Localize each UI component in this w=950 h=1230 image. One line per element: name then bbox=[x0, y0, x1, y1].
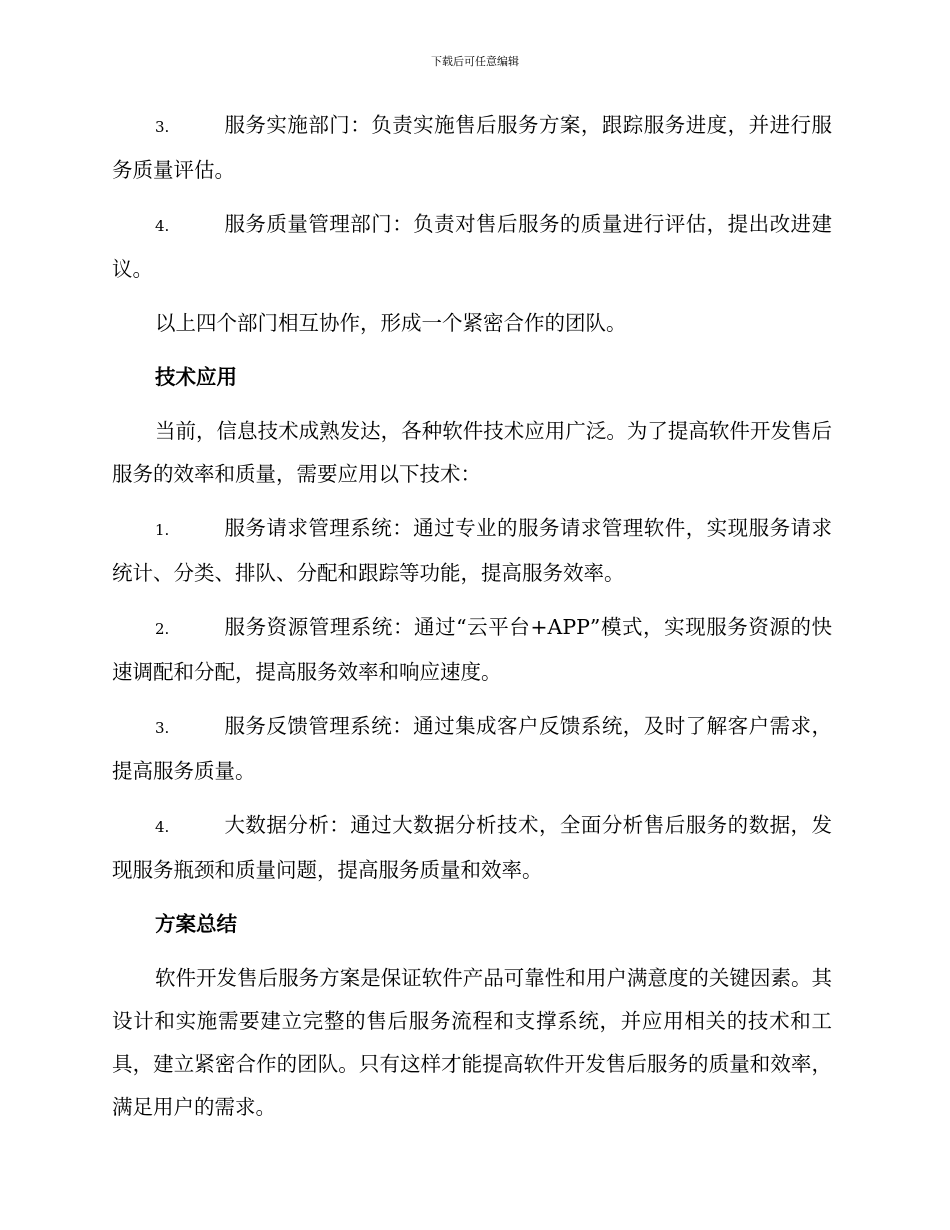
list-number: 4. bbox=[155, 217, 170, 235]
list-number: 1. bbox=[155, 521, 170, 539]
list-number: 4. bbox=[155, 818, 170, 836]
list-number: 3. bbox=[155, 719, 170, 737]
list-item-text: 大数据分析：通过大数据分析技术，全面分析售后服务的数据，发现服务瓶颈和质量问题，提高服务质量和效率。 bbox=[112, 813, 832, 882]
section-heading-summary: 方案总结 bbox=[155, 912, 237, 936]
list-item-text: 服务资源管理系统：通过“云平台+APP”模式，实现服务资源的快速调配和分配，提高服务效率和响应速度。 bbox=[112, 615, 832, 684]
paragraph: 当前，信息技术成熟发达，各种软件技术应用广泛。为了提高软件开发售后服务的效率和质量，需要应用以下技术： bbox=[112, 419, 832, 486]
document-body bbox=[112, 104, 832, 1140]
list-item bbox=[112, 606, 832, 694]
list-number: 3. bbox=[155, 118, 170, 136]
list-number: 2. bbox=[155, 620, 170, 638]
list-item bbox=[112, 104, 832, 192]
page-header: 下载后可任意编辑 bbox=[431, 55, 519, 68]
list-item-text: 服务实施部门：负责实施售后服务方案，跟踪服务进度，并进行服务质量评估。 bbox=[112, 113, 832, 182]
list-item-text: 服务质量管理部门：负责对售后服务的质量进行评估，提出改进建议。 bbox=[112, 212, 832, 281]
list-item-text: 服务反馈管理系统：通过集成客户反馈系统，及时了解客户需求，提高服务质量。 bbox=[112, 714, 832, 783]
list-item bbox=[112, 804, 832, 892]
list-item bbox=[112, 507, 832, 595]
list-item bbox=[112, 705, 832, 793]
paragraph: 软件开发售后服务方案是保证软件产品可靠性和用户满意度的关键因素。其设计和实施需要建立完整的售后服务流程和支撑系统，并应用相关的技术和工具，建立紧密合作的团队。只有这样才能提高软件开发售后服务的质量和效率，满足用户的需求。 bbox=[112, 966, 832, 1119]
paragraph: 以上四个部门相互协作，形成一个紧密合作的团队。 bbox=[155, 311, 627, 335]
list-item bbox=[112, 203, 832, 291]
list-item-text: 服务请求管理系统：通过专业的服务请求管理软件，实现服务请求统计、分类、排队、分配和跟踪等功能，提高服务效率。 bbox=[112, 516, 832, 585]
section-heading-tech: 技术应用 bbox=[155, 365, 237, 389]
